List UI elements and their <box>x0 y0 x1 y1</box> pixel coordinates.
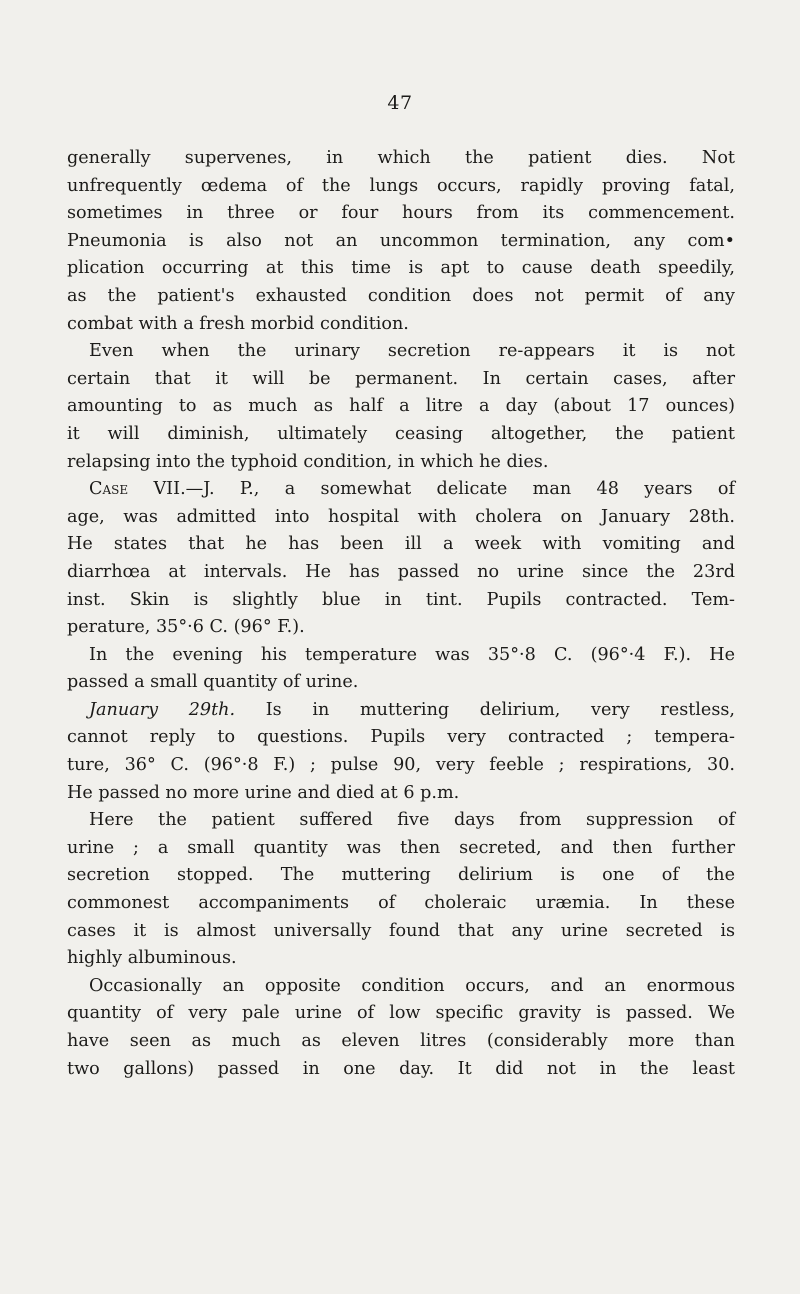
case-label: Case VII. <box>89 479 186 500</box>
text-fragment: Is in muttering delirium, very restless, <box>235 699 735 720</box>
text-line: He states that he has been ill a week with vomiting and <box>67 534 735 555</box>
page-number: 47 <box>387 92 413 114</box>
text-line: age, was admitted into hospital with cholera on January 28th. <box>67 506 735 527</box>
text-line: unfrequently œdema of the lungs occurs, rapidly proving fatal, <box>67 175 735 196</box>
text-line: passed a small quantity of urine. <box>67 672 359 693</box>
text-line: combat with a fresh morbid condition. <box>67 313 409 334</box>
paragraph-1 <box>67 145 735 338</box>
text-line: relapsing into the typhoid condition, in which he dies. <box>67 451 549 472</box>
paragraph-2 <box>67 338 735 476</box>
text-line: generally supervenes, in which the patient dies. Not <box>67 148 735 168</box>
text-line: inst. Skin is slightly blue in tint. Pupils contracted. Tem- <box>67 589 735 610</box>
text-line: perature, 35°·6 C. (96° F.). <box>67 617 305 638</box>
paragraph-7 <box>67 973 735 1083</box>
text-line <box>67 697 735 725</box>
text-line: sometimes in three or four hours from its commencement. <box>67 203 735 224</box>
text-line: In the evening his temperature was 35°·8 C. (96°·4 F.). He <box>89 644 735 665</box>
text-line: Here the patient suffered five days from suppression of <box>89 810 735 831</box>
text-line <box>67 476 735 504</box>
text-line: Pneumonia is also not an uncommon termination, any com• <box>67 230 735 251</box>
text-fragment: —J. P., a somewhat delicate man 48 years of <box>185 479 735 500</box>
date-label: January 29th. <box>89 699 236 720</box>
text-line: secretion stopped. The muttering delirium is one of the <box>67 865 735 886</box>
text-line: as the patient's exhausted condition does not permit of any <box>67 285 735 306</box>
text-line: ture, 36° C. (96°·8 F.) ; pulse 90, very feeble ; respirations, 30. <box>67 755 735 776</box>
text-line: it will diminish, ultimately ceasing altogether, the patient <box>67 423 735 444</box>
text-line: cannot reply to questions. Pupils very contracted ; tempera- <box>67 727 735 748</box>
text-line: have seen as much as eleven litres (considerably more than <box>67 1031 735 1051</box>
text-line: He passed no more urine and died at 6 p.m. <box>67 782 460 803</box>
text-line: Occasionally an opposite condition occurs, and an enormous <box>89 975 735 996</box>
paragraph-january-29 <box>67 697 735 807</box>
text-line: diarrhœa at intervals. He has passed no urine since the 23rd <box>67 561 735 582</box>
paragraph-evening <box>67 642 735 697</box>
paragraph-6 <box>67 807 735 973</box>
text-line: certain that it will be permanent. In certain cases, after <box>67 368 735 389</box>
body-text <box>67 145 735 1083</box>
text-line: urine ; a small quantity was then secreted, and then further <box>67 837 735 858</box>
text-line: amounting to as much as half a litre a day (about 17 ounces) <box>67 396 735 417</box>
text-line: highly albuminous. <box>67 948 237 969</box>
text-line: plication occurring at this time is apt to cause death speedily, <box>67 258 735 279</box>
text-line: cases it is almost universally found that any urine secreted is <box>67 920 735 941</box>
text-line: two gallons) passed in one day. It did not in the least <box>67 1058 735 1079</box>
text-line: commonest accompaniments of choleraic uræmia. In these <box>67 893 735 914</box>
text-line: quantity of very pale urine of low specific gravity is passed. We <box>67 1003 735 1024</box>
paragraph-case-vii <box>67 476 735 642</box>
text-line: Even when the urinary secretion re-appears it is not <box>89 341 735 362</box>
